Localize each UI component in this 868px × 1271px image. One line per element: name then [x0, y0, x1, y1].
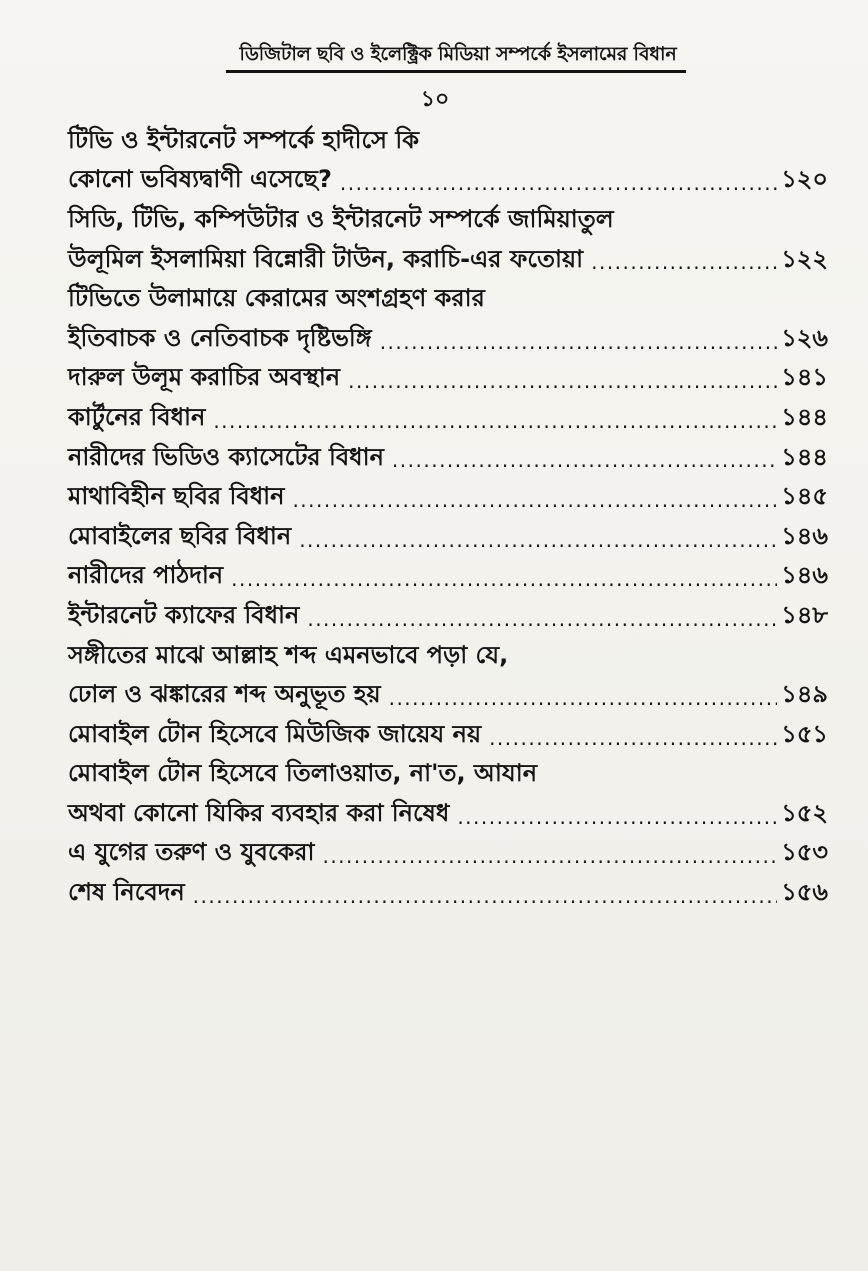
toc-entry-text: টিভি ও ইন্টারনেট সম্পর্কে হাদীসে কি	[68, 125, 420, 154]
toc-entry-page: ১৪৪	[781, 442, 828, 471]
toc-entry-page: ১২৬	[781, 323, 828, 352]
toc-entry	[68, 478, 828, 518]
toc-entry	[68, 399, 828, 439]
toc-entry-page: ১৪৪	[781, 402, 828, 431]
leader-dots	[392, 450, 777, 478]
leader-dots	[489, 728, 777, 756]
leader-dots	[457, 807, 777, 835]
page-number: ১০	[420, 87, 450, 112]
toc-entry-text: শেষ নিবেদন	[68, 878, 185, 907]
toc-entry-text: ইন্টারনেট ক্যাফের বিধান	[68, 600, 300, 629]
toc-entry-continued	[68, 637, 828, 677]
header-rule	[226, 70, 686, 73]
toc-entry-text: মোবাইল টোন হিসেবে তিলাওয়াত, না'ত, আযান	[68, 759, 538, 788]
toc-entry-page: ১৫২	[781, 798, 828, 827]
toc-entry-continued	[68, 756, 828, 796]
toc-entry-page: ১৪৫	[781, 482, 828, 511]
leader-dots	[380, 332, 778, 360]
leader-dots	[322, 846, 777, 874]
toc-entry	[68, 795, 828, 835]
leader-dots	[591, 252, 777, 280]
toc-entry-page: ১২০	[781, 165, 828, 194]
toc-entry	[68, 162, 828, 202]
toc-entry-text: ঢোল ও ঝঙ্কারের শব্দ অনুভূত হয়	[68, 680, 381, 709]
toc-entry-page: ১৫৩	[781, 838, 828, 867]
leader-dots	[292, 490, 777, 518]
table-of-contents	[68, 122, 828, 914]
toc-entry-page: ১৪৯	[781, 680, 828, 709]
toc-entry-text: নারীদের ভিডিও ক্যাসেটের বিধান	[68, 442, 384, 471]
toc-entry	[68, 676, 828, 716]
toc-entry	[68, 874, 828, 914]
toc-entry-text: নারীদের পাঠদান	[68, 561, 224, 590]
toc-entry-page: ১৪৬	[781, 521, 828, 550]
running-title: ডিজিটাল ছবি ও ইলেক্ট্রিক মিডিয়া সম্পর্কে ইসলামের বিধান	[239, 43, 677, 65]
show-through-line	[70, 970, 840, 1010]
toc-entry-page: ১৫১	[781, 719, 828, 748]
toc-entry-text: কার্টুনের বিধান	[68, 402, 206, 431]
toc-entry	[68, 716, 828, 756]
toc-entry	[68, 320, 828, 360]
leader-dots	[389, 688, 778, 716]
toc-entry-text: উলূমিল ইসলামিয়া বিন্নোরী টাউন, করাচি-এর ফতোয়া	[68, 244, 584, 273]
toc-entry-text: দারুল উলূম করাচির অবস্থান	[68, 363, 341, 392]
show-through-texture	[70, 930, 840, 1050]
toc-entry-continued	[68, 280, 828, 320]
toc-entry-page: ১৫৬	[781, 878, 828, 907]
leader-dots	[231, 569, 777, 597]
leader-dots	[299, 530, 777, 558]
toc-entry	[68, 518, 828, 558]
toc-entry-continued	[68, 201, 828, 241]
toc-entry-text: মাথাবিহীন ছবির বিধান	[68, 482, 285, 511]
leader-dots	[307, 609, 777, 637]
toc-entry-text: মোবাইল টোন হিসেবে মিউজিক জায়েয নয়	[68, 719, 482, 748]
toc-entry-page: ১২২	[781, 244, 828, 273]
toc-entry	[68, 241, 828, 281]
leader-dots	[348, 371, 777, 399]
toc-entry	[68, 597, 828, 637]
toc-entry-page: ১৪৬	[781, 561, 828, 590]
toc-entry-text: সঙ্গীতের মাঝে আল্লাহ শব্দ এমনভাবে পড়া যে,	[68, 640, 509, 669]
toc-entry-page: ১৪৮	[781, 600, 828, 629]
leader-dots	[213, 411, 777, 439]
toc-entry-text: এ যুগের তরুণ ও যুবকেরা	[68, 838, 315, 867]
toc-entry	[68, 439, 828, 479]
toc-entry-text: ইতিবাচক ও নেতিবাচক দৃষ্টিভঙ্গি	[68, 323, 372, 352]
toc-entry-text: সিডি, টিভি, কম্পিউটার ও ইন্টারনেট সম্পর্কে জামিয়াতুল	[68, 204, 614, 233]
leader-dots	[340, 173, 777, 201]
toc-entry-page: ১৪১	[781, 363, 828, 392]
leader-dots	[193, 886, 778, 914]
toc-entry	[68, 360, 828, 400]
toc-entry-text: কোনো ভবিষ্যদ্বাণী এসেছে?	[68, 165, 332, 194]
toc-entry-text: মোবাইলের ছবির বিধান	[68, 521, 292, 550]
toc-entry-text: অথবা কোনো যিকির ব্যবহার করা নিষেধ	[68, 798, 450, 827]
toc-entry	[68, 835, 828, 875]
toc-entry-continued	[68, 122, 828, 162]
show-through-line	[70, 1010, 840, 1050]
show-through-line	[70, 930, 840, 970]
toc-entry-text: টিভিতে উলামায়ে কেরামের অংশগ্রহণ করার	[68, 284, 485, 313]
toc-entry	[68, 558, 828, 598]
